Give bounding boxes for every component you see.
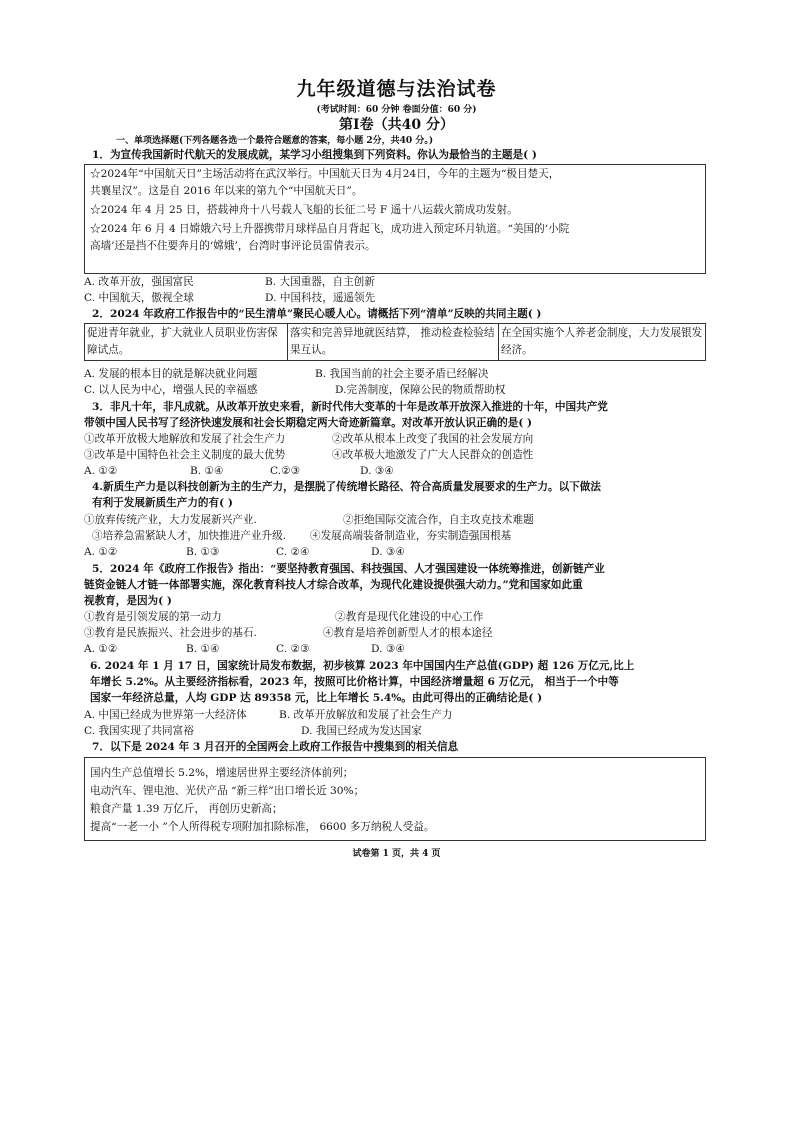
q2-cell: 在全国实施个人养老金制度，大力发展银发经济。 bbox=[498, 324, 705, 361]
page-footer: 试卷第 1 页，共 4 页 bbox=[352, 849, 441, 859]
q1-material-line: ☆2024年“中国航天日”主场活动将在武汉举行。中国航天日为 4月24日，今年的主题为“极目楚天， bbox=[90, 168, 560, 180]
q3-option-d[interactable]: D. ③④ bbox=[360, 465, 394, 477]
q6-option-a[interactable]: A. 中国已经成为世界第一大经济体 bbox=[84, 709, 247, 721]
q5-stem-line: 视教育，是因为( ) bbox=[84, 595, 172, 607]
q2-stem: 2．2024 年政府工作报告中的“民生清单”聚民心暖人心。请概括下列“清单”反映的共同主题( ) bbox=[92, 308, 542, 320]
q4-item: ①放弃传统产业，大力发展新兴产业. bbox=[84, 514, 257, 526]
q1-material-line: ☆2024 年 4 月 25 日，搭载神舟十八号载人飞船的长征二号 F 遥十八运载火箭成功发射。 bbox=[90, 204, 518, 216]
q5-item: ④教育是培养创新型人才的根本途径 bbox=[323, 627, 493, 639]
q2-cell: 促进青年就业，扩大就业人员职业伤害保障试点。 bbox=[85, 324, 288, 361]
q3-item: ③改革是中国特色社会主义制度的最大优势 bbox=[84, 449, 286, 461]
q2-option-b[interactable]: B. 我国当前的社会主要矛盾已经解决 bbox=[315, 368, 489, 380]
q7-stem: 7．以下是 2024 年 3 月召开的全国两会上政府工作报告中搜集到的相关信息 bbox=[92, 741, 459, 753]
q7-material-line: 提高“一老一小 ”个人所得税专项附加扣除标准， 6600 多万纳税人受益。 bbox=[90, 821, 435, 833]
q1-option-a[interactable]: A. 改革开放，强国富民 bbox=[84, 276, 194, 288]
q5-option-d[interactable]: D. ③④ bbox=[371, 643, 405, 655]
q5-option-a[interactable]: A. ①② bbox=[84, 643, 118, 655]
q5-stem-line: 链资金链人才链一体部署实施，深化教育科技人才综合改革，为现代化建设提供强大动力。”党和国家如此重 bbox=[84, 579, 583, 591]
q4-option-d[interactable]: D. ③④ bbox=[371, 546, 405, 558]
q7-material-line: 国内生产总值增长 5.2%，增速居世界主要经济体前列； bbox=[90, 767, 354, 779]
q4-item: ③培养急需紧缺人才，加快推进产业升级. bbox=[92, 530, 287, 542]
q6-option-b[interactable]: B. 改革开放解放和发展了社会生产力 bbox=[279, 709, 453, 721]
q1-material-line: 高墙’还是挡不住要奔月的‘嫦娥’，台湾时事评论员雷倩表示。 bbox=[90, 240, 376, 252]
q3-option-a[interactable]: A. ①② bbox=[84, 465, 118, 477]
q4-item: ④发展高端装备制造业，夯实制造强国根基 bbox=[310, 530, 512, 542]
q3-item: ④改革极大地激发了广大人民群众的创造性 bbox=[332, 449, 534, 461]
q6-option-c[interactable]: C. 我国实现了共同富裕 bbox=[84, 725, 194, 737]
q3-stem-line: 带领中国人民书写了经济快速发展和社会长期稳定两大奇迹新篇章。对改革开放认识正确的是( ) bbox=[84, 417, 533, 429]
q5-option-c[interactable]: C. ②③ bbox=[276, 643, 310, 655]
q4-option-c[interactable]: C. ②④ bbox=[276, 546, 310, 558]
section-title: 第Ⅰ卷（共40 分） bbox=[339, 117, 454, 133]
q3-option-b[interactable]: B. ①④ bbox=[190, 465, 224, 477]
exam-title: 九年级道德与法治试卷 bbox=[296, 78, 497, 100]
q1-material-box bbox=[84, 164, 706, 274]
q3-item: ①改革开放极大地解放和发展了社会生产力 bbox=[84, 433, 286, 445]
q1-stem: 1．为宣传我国新时代航天的发展成就，某学习小组搜集到下列资料。你认为最恰当的主题是( ) bbox=[92, 149, 537, 161]
q2-list-table bbox=[84, 323, 706, 361]
q5-item: ②教育是现代化建设的中心工作 bbox=[335, 611, 484, 623]
q4-option-a[interactable]: A. ①② bbox=[84, 546, 118, 558]
q2-option-d[interactable]: D.完善制度，保障公民的物质帮助权 bbox=[335, 384, 506, 396]
q1-option-b[interactable]: B. 大国重器，自主创新 bbox=[265, 276, 375, 288]
q3-option-c[interactable]: C.②③ bbox=[270, 465, 301, 477]
q6-stem-line: 6. 2024 年 1 月 17 日，国家统计局发布数据，初步核算 2023 年中国国内生产总值(GDP) 超 126 万亿元,比上 bbox=[90, 660, 635, 672]
q6-stem-line: 年增长 5.2%。从主要经济指标看，2023 年，按照可比价格计算，中国经济增量超 6 万亿元， 相当于一个中等 bbox=[90, 676, 619, 688]
q2-option-c[interactable]: C. 以人民为中心，增强人民的幸福感 bbox=[84, 384, 258, 396]
q4-stem-line: 4.新质生产力是以科技创新为主的生产力，是摆脱了传统增长路径、符合高质量发展要求的生产力。以下做法 bbox=[92, 481, 601, 493]
q6-option-d[interactable]: D. 我国已经成为发达国家 bbox=[301, 725, 422, 737]
q7-material-box bbox=[84, 757, 706, 841]
q2-option-a[interactable]: A. 发展的根本目的就是解决就业问题 bbox=[84, 368, 258, 380]
q5-option-b[interactable]: B. ①④ bbox=[186, 643, 220, 655]
q7-material-line: 粮食产量 1.39 万亿斤， 再创历史新高； bbox=[90, 803, 283, 815]
q1-material-line: ☆2024 年 6 月 4 日嫦娥六号上升器携带月球样品自月背起飞，成功进入预定环月轨道。“美国的‘小院 bbox=[90, 223, 570, 235]
q5-item: ①教育是引领发展的第一动力 bbox=[84, 611, 222, 623]
q5-stem-line: 5．2024 年《政府工作报告》指出：“要坚持教育强国、科技强国、人才强国建设一体统筹推进，创新链产业 bbox=[92, 563, 605, 575]
q5-item: ③教育是民族振兴、社会进步的基石. bbox=[84, 627, 257, 639]
q3-stem-line: 3．非凡十年，非凡成就。从改革开放史来看，新时代伟大变革的十年是改革开放深入推进的十年，中国共产党 bbox=[92, 401, 608, 413]
exam-subtitle: (考试时间：60 分钟 卷面分值：60 分) bbox=[316, 105, 477, 115]
q1-option-d[interactable]: D. 中国科技，遥遥领先 bbox=[265, 292, 376, 304]
q7-material-line: 电动汽车、锂电池、光伏产品 “新三样”出口增长近 30%； bbox=[90, 785, 365, 797]
q1-material-line: 共襄星汉”。这是自 2016 年以来的第九个“中国航天日”。 bbox=[90, 185, 363, 197]
q4-option-b[interactable]: B. ①③ bbox=[186, 546, 220, 558]
q4-stem-line: 有利于发展新质生产力的有( ) bbox=[92, 497, 233, 509]
q2-cell: 落实和完善异地就医结算， 推动检查检验结果互认。 bbox=[287, 324, 498, 361]
instructions: 一、单项选择题(下列各题各选一个最符合题意的答案，每小题 2分，共40 分。) bbox=[116, 136, 434, 146]
q1-option-c[interactable]: C. 中国航天，傲视全球 bbox=[84, 292, 194, 304]
q6-stem-line: 国家一年经济总量，人均 GDP 达 89358 元，比上年增长 5.4%。由此可得出的正确结论是( ) bbox=[90, 692, 543, 704]
q4-item: ②拒绝国际交流合作，自主攻克技术难题 bbox=[343, 514, 534, 526]
q3-item: ②改革从根本上改变了我国的社会发展方向 bbox=[332, 433, 534, 445]
